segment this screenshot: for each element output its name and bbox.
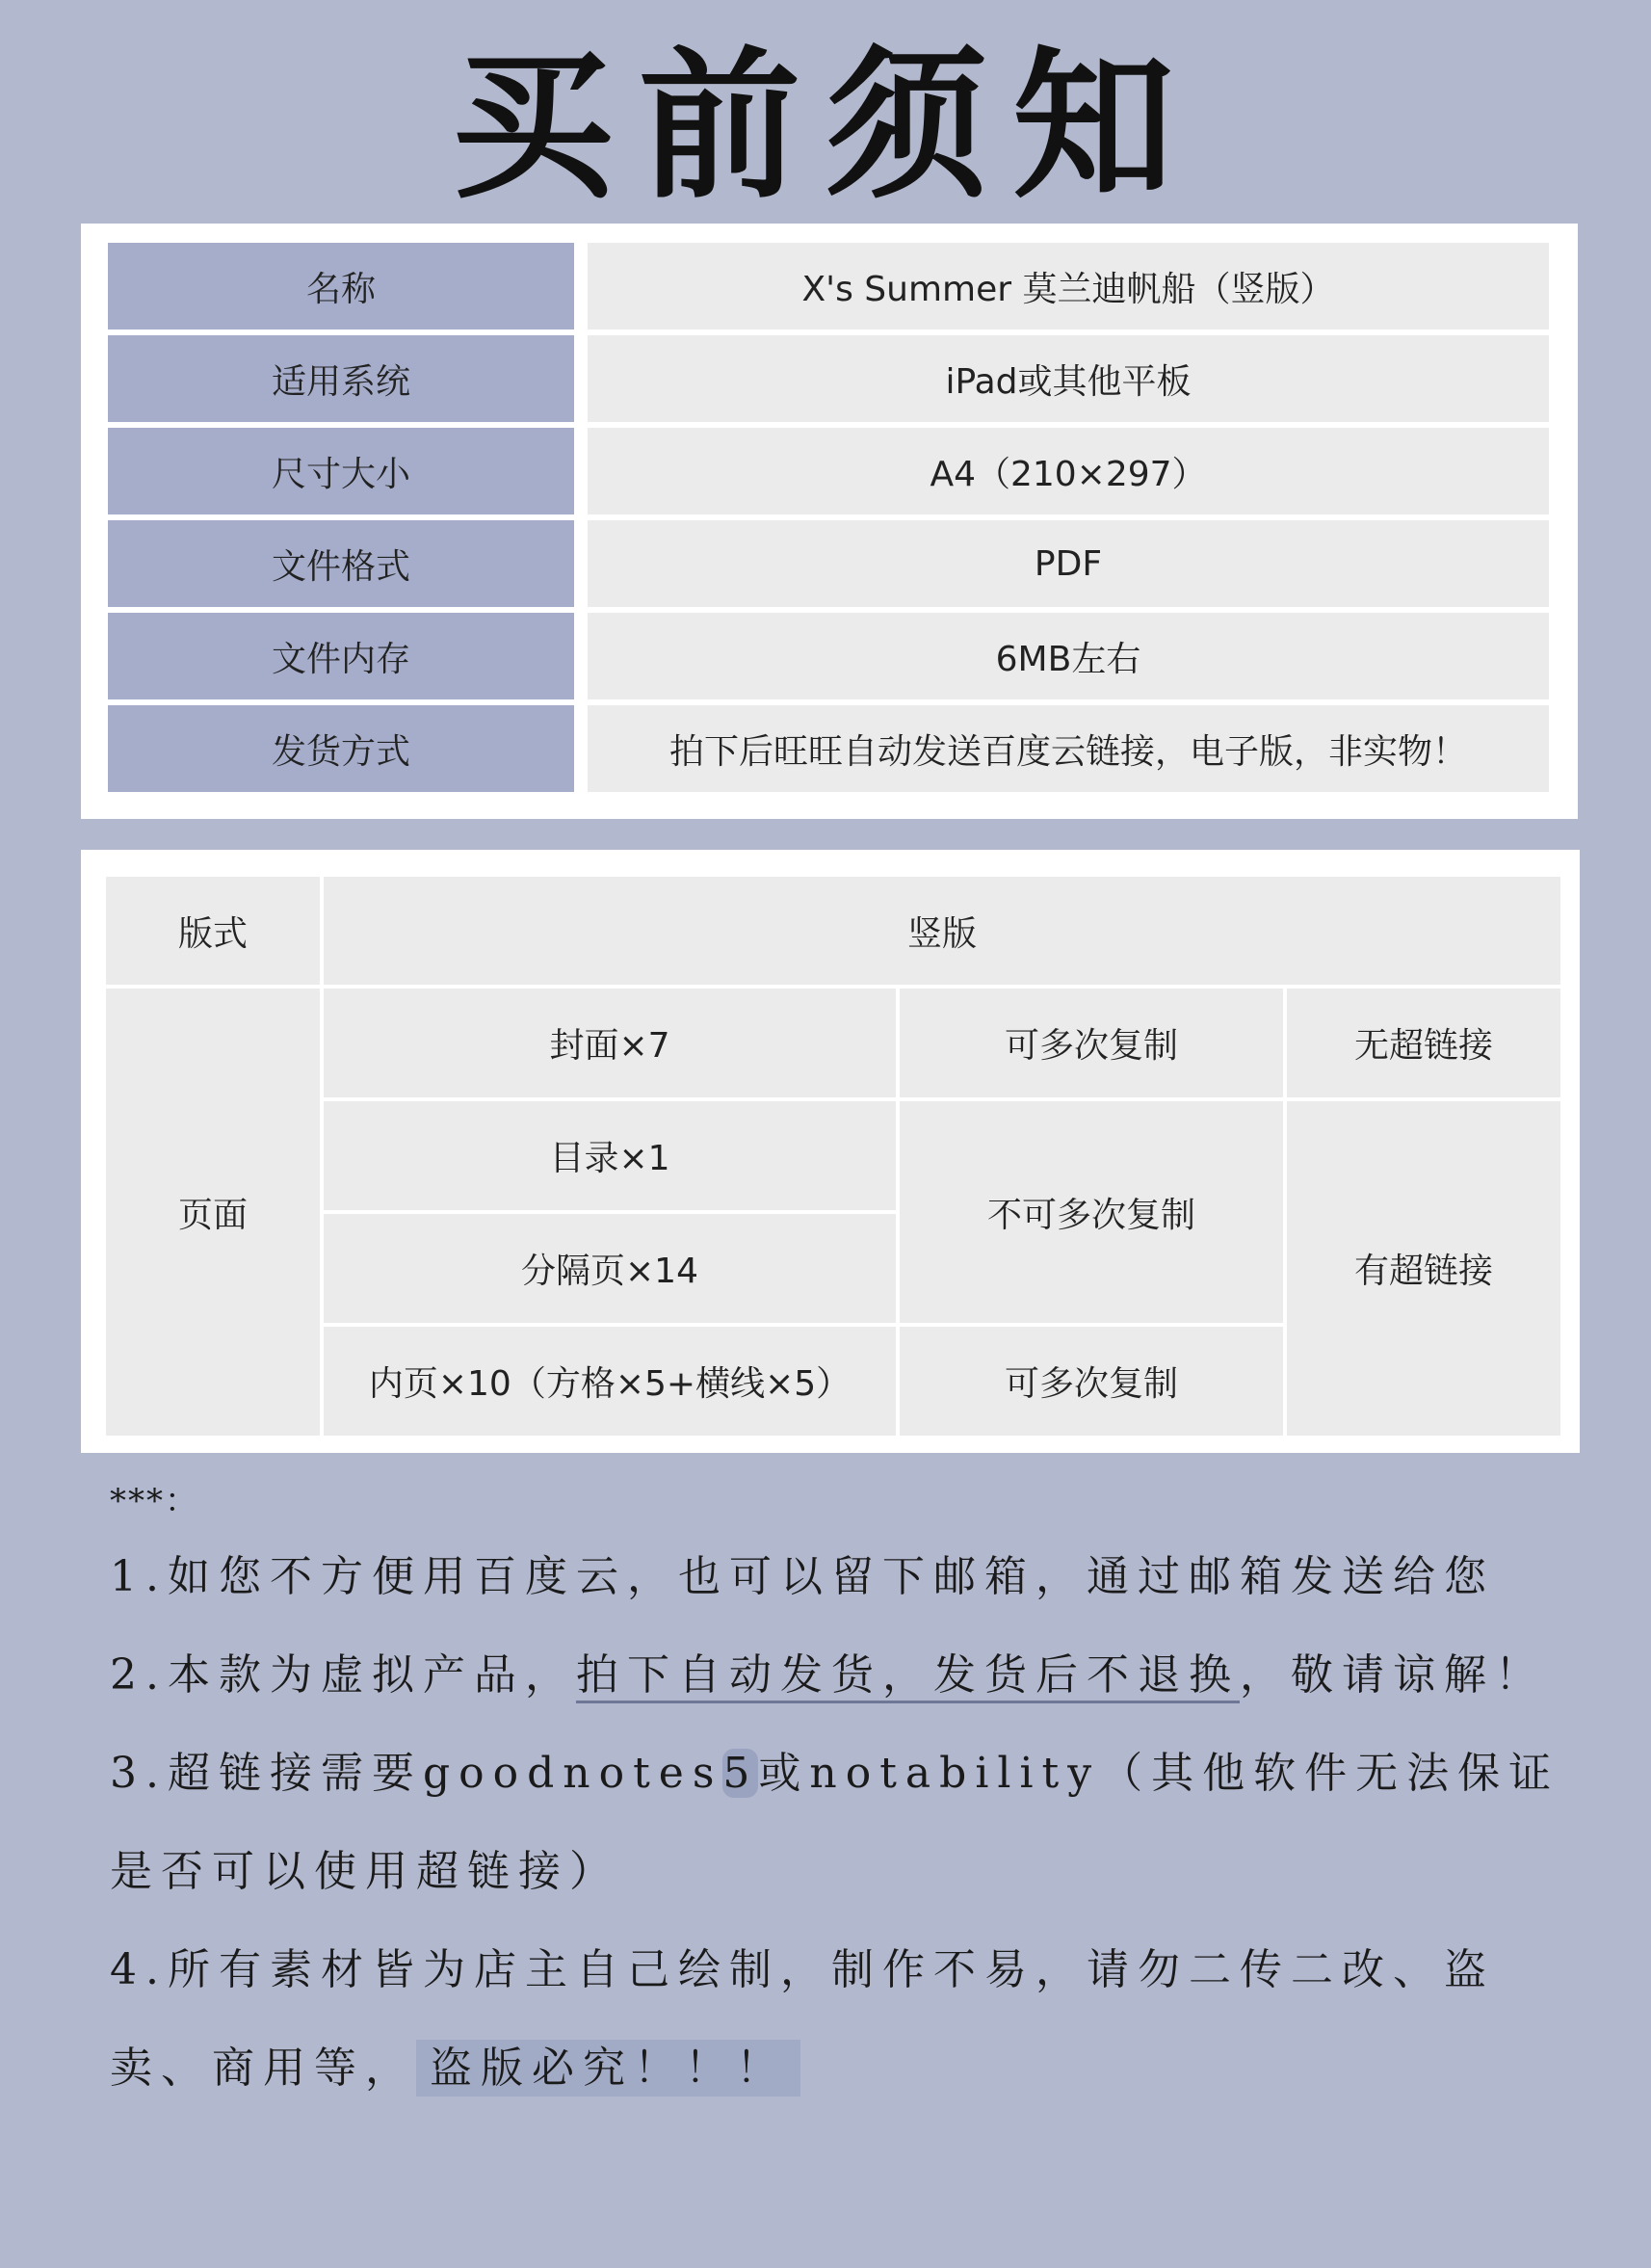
note-2 [110, 1626, 1574, 1725]
table-row [108, 428, 1549, 520]
info-label-size: 尺寸大小 [108, 428, 588, 520]
toc-cell: 目录×1 [322, 1099, 898, 1212]
table-row [104, 1099, 1562, 1212]
info-label-name: 名称 [108, 243, 588, 335]
table-row [108, 705, 1549, 792]
note-4 [110, 1921, 1574, 2118]
info-label-system: 适用系统 [108, 335, 588, 428]
note-2-text: 2.本款为虚拟产品， [110, 1650, 576, 1700]
table-row [108, 243, 1549, 335]
format-value: 竖版 [322, 875, 1562, 987]
table-row [104, 987, 1562, 1099]
info-label-filesize: 文件内存 [108, 613, 588, 705]
pages-label: 页面 [104, 987, 322, 1437]
format-label: 版式 [104, 875, 322, 987]
info-value-system: iPad或其他平板 [588, 335, 1549, 428]
note-2-tail: ，敬请谅解！ [1239, 1650, 1546, 1700]
cover-link-cell: 无超链接 [1285, 987, 1562, 1099]
note-3-text: 3.超链接需要goodnotes [110, 1749, 723, 1798]
info-value-size: A4（210×297） [588, 428, 1549, 520]
product-info-table [108, 243, 1549, 792]
cover-cell: 封面×7 [322, 987, 898, 1099]
note-4-text: 4.所有素材皆为店主自己绘制，制作不易，请勿二传二改、盗卖、商用等， [110, 1945, 1495, 2093]
note-4-highlight: 盗版必究！！！ [416, 2040, 800, 2097]
has-link-cell: 有超链接 [1285, 1099, 1562, 1437]
edition-table [102, 873, 1564, 1439]
table-row [108, 613, 1549, 705]
info-value-name: X's Summer 莫兰迪帆船（竖版） [588, 243, 1549, 335]
info-label-format: 文件格式 [108, 520, 588, 613]
note-3-version-highlight: 5 [722, 1749, 759, 1798]
page-title: 买前须知 [452, 30, 1199, 221]
toc-divider-copy-cell: 不可多次复制 [898, 1099, 1285, 1325]
edition-panel [81, 850, 1580, 1453]
info-value-delivery: 拍下后旺旺自动发送百度云链接，电子版，非实物！ [588, 705, 1549, 792]
notes-section [110, 1474, 1574, 2118]
note-2-underlined: 拍下自动发货，发货后不退换 [575, 1650, 1240, 1700]
info-label-delivery: 发货方式 [108, 705, 588, 792]
notes-heading: ***： [110, 1482, 199, 1520]
cover-copy-cell: 可多次复制 [898, 987, 1285, 1099]
info-value-format: PDF [588, 520, 1549, 613]
divider-cell: 分隔页×14 [322, 1212, 898, 1325]
note-3 [110, 1725, 1574, 1921]
inner-copy-cell: 可多次复制 [898, 1325, 1285, 1437]
product-info-panel [81, 224, 1578, 819]
note-1: 1.如您不方便用百度云，也可以留下邮箱，通过邮箱发送给您 [110, 1552, 1495, 1601]
inner-cell: 内页×10（方格×5+横线×5） [322, 1325, 898, 1437]
table-row [108, 520, 1549, 613]
table-row [108, 335, 1549, 428]
info-value-filesize: 6MB左右 [588, 613, 1549, 705]
note-3-tail: 或notability（其他软件无法保证是否可以使用超链接） [110, 1749, 1560, 1896]
table-row [104, 875, 1562, 987]
